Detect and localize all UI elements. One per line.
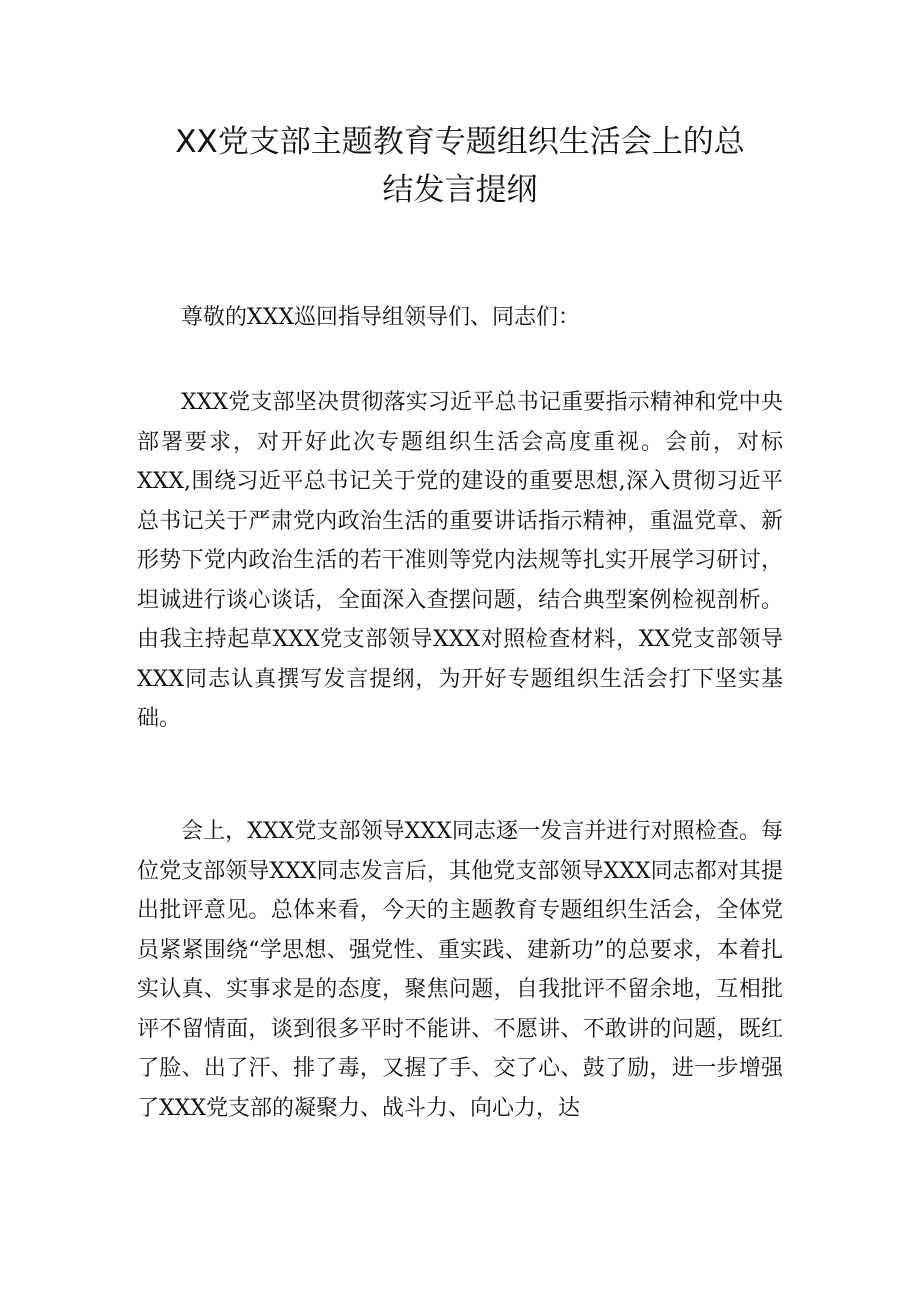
title-line-1: XX党支部主题教育专题组织生活会上的总 — [175, 124, 745, 160]
paragraph-preparation: XXX党支部坚决贯彻落实习近平总书记重要指示精神和党中央部署要求，对开好此次专题组织生活会高度重视。会前，对标XXX,围绕习近平总书记关于党的建设的重要思想,深入贯彻习近平总书记关于严肃党内政治生活的重要讲话指示精神，重温党章、新形势下党内政治生活的若干准则等党内法规等扎实开展学习研讨，坦诚进行谈心谈话，全面深入查摆问题，结合典型案例检视剖析。由我主持起草XXX党支部领导XXX对照检查材料，XX党支部领导XXX同志认真撰写发言提纲，为开好专题组织生活会打下坚实基础。 — [137, 390, 783, 731]
paragraph-meeting-summary: 会上，XXX党支部领导XXX同志逐一发言并进行对照检查。每位党支部领导XXX同志发言后，其他党支部领导XXX同志都对其提出批评意见。总体来看，今天的主题教育专题组织生活会，全体党员紧紧围绕“学思想、强党性、重实践、建新功”的总要求，本着扎实认真、实事求是的态度，聚焦问题，自我批评不留余地，互相批评不留情面，谈到很多平时不能讲、不愿讲、不敢讲的问题，既红了脸、出了汗、排了毒，又握了手、交了心、鼓了励，进一步增强了XXX党支部的凝聚力、战斗力、向心力，达 — [137, 819, 783, 1121]
greeting: 尊敬的XXX巡回指导组领导们、同志们： — [181, 305, 580, 330]
document-title — [137, 118, 783, 214]
title-line-2: 结发言提纲 — [382, 172, 538, 208]
